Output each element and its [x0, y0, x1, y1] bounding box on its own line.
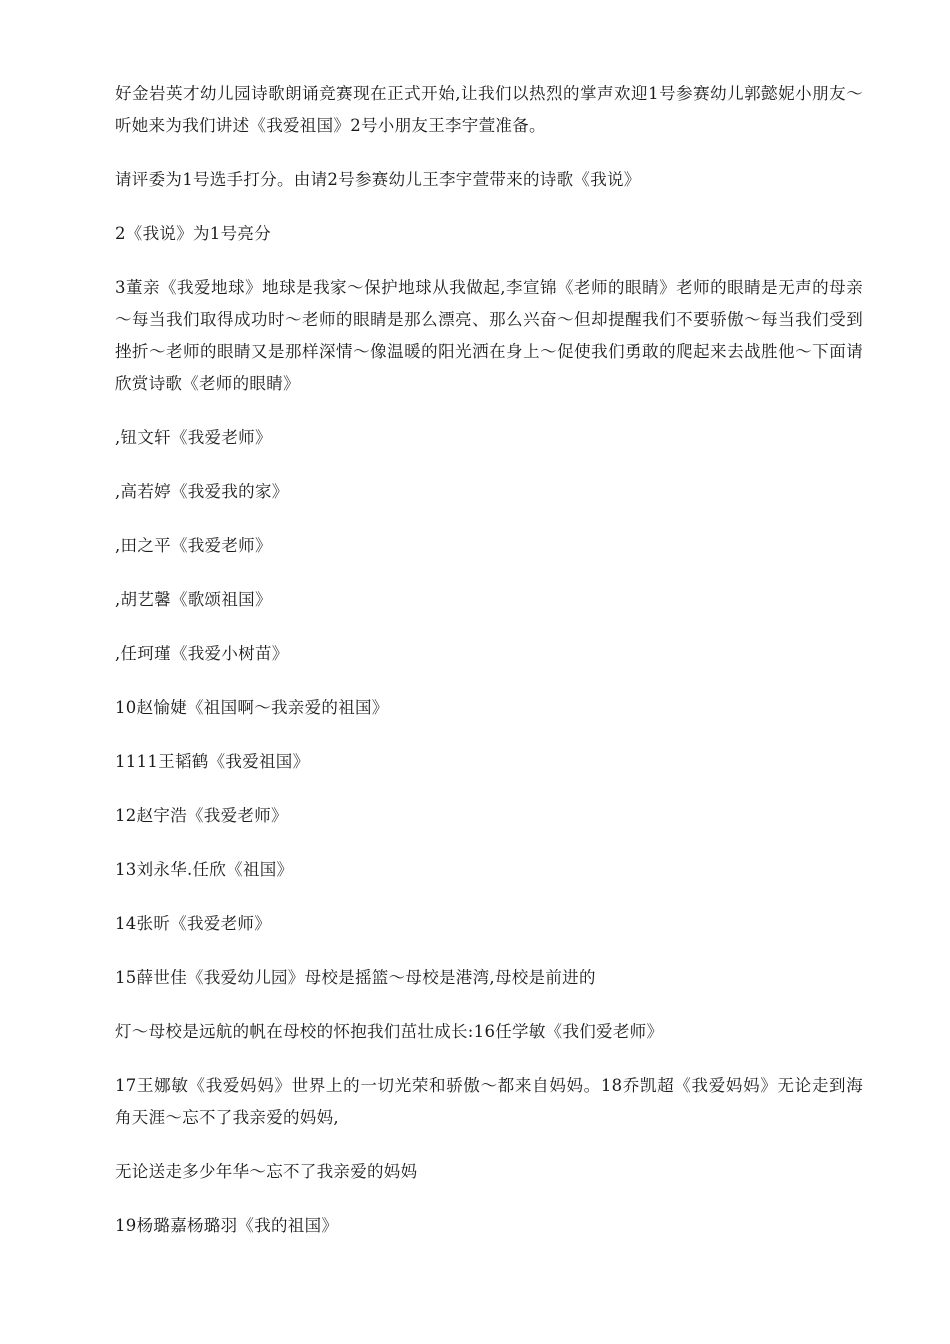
paragraph-item-3: 3董亲《我爱地球》地球是我家～保护地球从我做起,李宣锦《老师的眼睛》老师的眼睛是无声的母亲～每当我们取得成功时～老师的眼睛是那么漂亮、那么兴奋～但却提醒我们不要骄傲～每当我们受到挫折～老师的眼睛又是那样深情～像温暖的阳光洒在身上～促使我们勇敢的爬起来去战胜他～下面请欣赏诗歌《老师的眼睛》 [115, 278, 863, 393]
paragraph-item-8: ,任珂瑾《我爱小树苗》 [115, 644, 289, 663]
paragraph-item-6: ,田之平《我爱老师》 [115, 536, 272, 555]
paragraph-item-18-continued: 无论送走多少年华～忘不了我亲爱的妈妈 [115, 1162, 418, 1181]
paragraph-item-14: 14张昕《我爱老师》 [115, 914, 271, 933]
paragraph-opening: 好金岩英才幼儿园诗歌朗诵竞赛现在正式开始,让我们以热烈的掌声欢迎1号参赛幼儿郭懿妮小朋友～听她来为我们讲述《我爱祖国》2号小朋友王李宇萱准备。 [115, 84, 863, 135]
paragraph-scoring-request: 请评委为1号选手打分。由请2号参赛幼儿王李宇萱带来的诗歌《我说》 [115, 170, 641, 189]
paragraph-item-12: 12赵宇浩《我爱老师》 [115, 806, 288, 825]
paragraph-item-4: ,钮文轩《我爱老师》 [115, 428, 272, 447]
paragraph-item-15-continued: 灯～母校是远航的帆在母校的怀抱我们茁壮成长:16任学敏《我们爱老师》 [115, 1022, 664, 1041]
paragraph-item-7: ,胡艺馨《歌颂祖国》 [115, 590, 272, 609]
paragraph-item-19: 19杨璐嘉杨璐羽《我的祖国》 [115, 1216, 339, 1235]
document-body [115, 78, 863, 1264]
paragraph-item-11: 1111王韬鹤《我爱祖国》 [115, 752, 310, 771]
paragraph-item-5: ,高若婷《我爱我的家》 [115, 482, 289, 501]
paragraph-item-13: 13刘永华.任欣《祖国》 [115, 860, 294, 879]
paragraph-item-10: 10赵愉婕《祖国啊～我亲爱的祖国》 [115, 698, 389, 717]
paragraph-item-2: 2《我说》为1号亮分 [115, 224, 271, 243]
paragraph-item-15: 15薛世佳《我爱幼儿园》母校是摇篮～母校是港湾,母校是前进的 [115, 968, 596, 987]
paragraph-item-17-18: 17王娜敏《我爱妈妈》世界上的一切光荣和骄傲～都来自妈妈。18乔凯超《我爱妈妈》无论走到海角天涯～忘不了我亲爱的妈妈, [115, 1076, 863, 1127]
